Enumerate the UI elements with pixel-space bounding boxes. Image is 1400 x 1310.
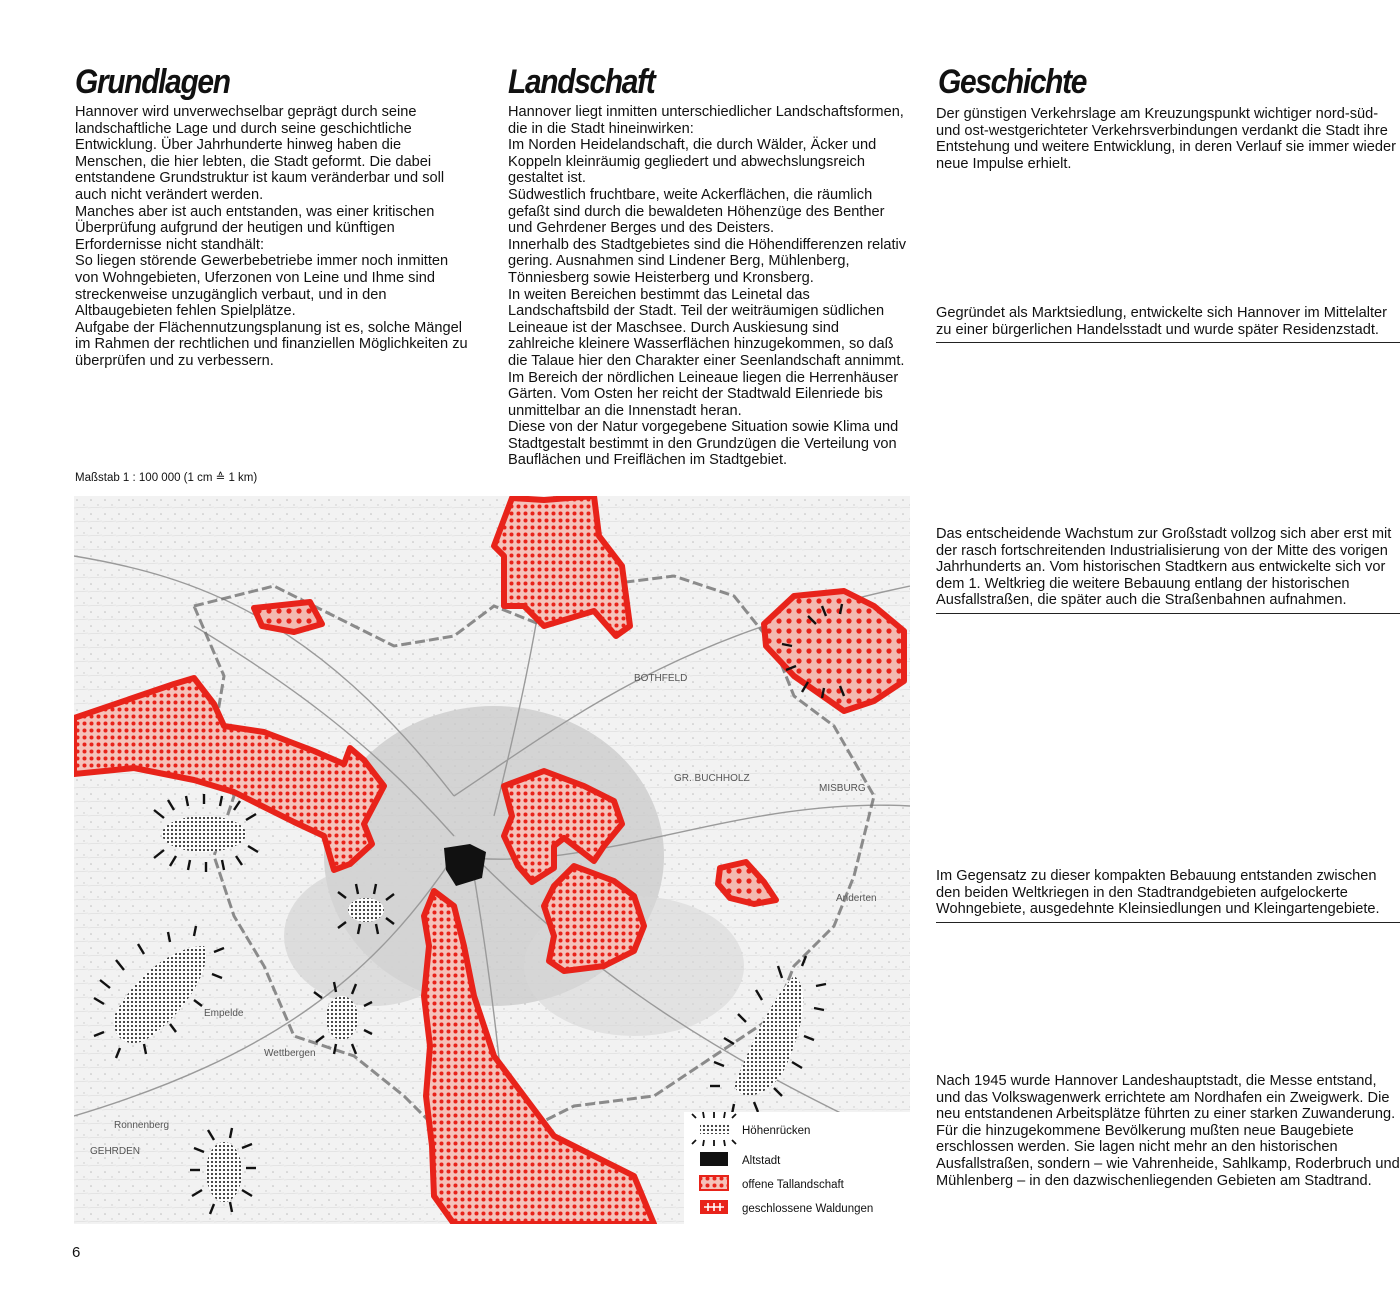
paragraph: Aufgabe der Flächennutzungsplanung ist es, solche Mängel im Rahmen der rechtlichen und finanziellen Möglichkeiten zu überprüfen und zu verbessern. (75, 319, 468, 369)
legend-label: geschlossene Waldungen (742, 1203, 874, 1215)
valley-symbol (700, 1176, 728, 1190)
paragraph: Im Norden Heidelandschaft, die durch Wälder, Äcker und Koppeln kleinräumig gegliedert und abwechslungsreich gestaltet ist. (508, 137, 877, 187)
paragraph: Manches aber ist auch entstanden, was einer kritischen Überprüfung aufgrund der heutigen und künftigen Erfordernisse nicht standhält: (75, 203, 435, 253)
divider (936, 342, 1400, 343)
geschichte-block-1 (936, 106, 1400, 172)
paragraph: Diese von der Natur vorgegebene Situation sowie Klima und Stadtgestalt bestimmt in den Grundzügen die Verteilung von Bauflächen und Freiflächen im Stadtgebiet. (508, 419, 899, 469)
legend-label: Altstadt (742, 1155, 781, 1167)
paragraph: Für die hinzugekommene Bevölkerung mußten neue Baugebiete erschlossen werden. Sie lagen nicht mehr an den historischen Ausfallstraßen, sondern – wie Vahrenheide, Sahlkamp, Roderbruch und Mühlenberg – in den dazwischenliegenden Gebieten am Stadtrand. (936, 1122, 1400, 1189)
place-label: Anderten (836, 893, 877, 904)
geschichte-block-5 (936, 1073, 1400, 1189)
map-legend (684, 1112, 910, 1224)
map-scale-note: Maßstab 1 : 100 000 (1 cm ≙ 1 km) (75, 472, 258, 484)
heading-landschaft: Landschaft (508, 63, 655, 101)
place-label: Empelde (204, 1008, 244, 1019)
paragraph: Hannover liegt inmitten unterschiedlicher Landschaftsformen, die in die Stadt hineinwirken: (508, 104, 904, 137)
geschichte-block-2 (936, 305, 1400, 343)
altstadt-symbol (700, 1152, 728, 1166)
paragraph: Innerhalb des Stadtgebietes sind die Höhendifferenzen relativ gering. Ausnahmen sind Lindener Berg, Mühlenberg, Tönniesberg sowie Heisterberg und Kronsberg. (508, 236, 907, 286)
legend-item-valley (700, 1176, 845, 1191)
paragraph: Der günstigen Verkehrslage am Kreuzungspunkt wichtiger nord-süd- und ost-westgerichteter Verkehrsverbindungen verdankt die Stadt ihre Entstehung und weitere Entwicklung, in deren Verlauf sie immer wieder neue Impulse erhielt. (936, 106, 1396, 172)
legend-item-forest (700, 1200, 873, 1215)
paragraph: Nach 1945 wurde Hannover Landeshauptstadt, die Messe entstand, und das Volkswagenwerk errichtete am Nordhafen ein Zweigwerk. Die neu entstandenen Arbeitsplätze führten zu einer starken Zuwanderung. (936, 1073, 1396, 1123)
geschichte-block-4 (936, 868, 1400, 923)
place-label: MISBURG (819, 783, 866, 794)
place-label: GEHRDEN (90, 1146, 141, 1157)
grundlagen-text (75, 104, 470, 370)
geschichte-block-3 (936, 526, 1400, 614)
paragraph: So liegen störende Gewerbebetriebe immer noch inmitten von Wohngebieten, Uferzonen von Leine und Ihme sind streckenweise unzugänglich verbaut, und in den Altbaugebieten fehlen Spielplätze. (75, 253, 449, 320)
heading-grundlagen: Grundlagen (75, 63, 230, 101)
place-label: Wettbergen (264, 1048, 316, 1059)
paragraph: Südwestlich fruchtbare, weite Ackerflächen, die räumlich gefaßt sind durch die bewaldeten Höhenzüge des Benther und Gehrdener Berges und des Deisters. (508, 186, 885, 237)
paragraph: Gegründet als Marktsiedlung, entwickelte sich Hannover im Mittelalter zu einer bürgerlichen Handelsstadt und wurde später Residenzstadt. (936, 305, 1387, 338)
landschaft-text (508, 104, 908, 469)
paragraph: Das entscheidende Wachstum zur Großstadt vollzog sich aber erst mit der rasch fortschreitenden Industrialisierung von der Mitte des vorigen Jahrhunderts an. Vom historischen Stadtkern aus entwickelte sich vor dem 1. Weltkrieg die weitere Bebauung entlang der historischen Ausfallstraßen, die später auch die Straßenbahnen aufnahmen. (936, 526, 1392, 609)
forest (254, 602, 322, 632)
paragraph: In weiten Bereichen bestimmt das Leinetal das Landschaftsbild der Stadt. Teil der weiträumigen südlichen Leineaue ist der Maschsee. Durch Auskiesung sind zahlreiche kleinere Wasserflächen hinzugekommen, so daß die Talaue hier den Charakter einer Seenlandschaft annimmt. Im Bereich der nördlichen Leineaue liegen die Herrenhäuser Gärten. Vom Osten her reicht der Stadtwald Eilenriede bis unmittelbar an die Innenstadt heran. (508, 286, 905, 419)
place-label: BOTHFELD (634, 673, 688, 684)
page-number: 6 (72, 1244, 81, 1261)
place-label: Ronnenberg (114, 1120, 170, 1131)
ridge-symbol (700, 1124, 730, 1134)
paragraph: Hannover wird unverwechselbar geprägt durch seine landschaftliche Lage und durch seine geschichtliche Entwicklung. Über Jahrhunderte hinweg haben die Menschen, die hier lebten, die Stadt geformt. Die dabei entstandene Grundstruktur ist kaum veränderbar und soll auch nicht verändert werden. (75, 104, 445, 203)
legend-label: offene Tallandschaft (742, 1179, 844, 1191)
heading-geschichte: Geschichte (938, 63, 1087, 101)
divider (936, 922, 1400, 923)
place-label: GR. BUCHHOLZ (674, 773, 750, 784)
landscape-map (74, 496, 910, 1224)
legend-label: Höhenrücken (742, 1125, 811, 1137)
divider (936, 613, 1400, 614)
paragraph: Im Gegensatz zu dieser kompakten Bebauung entstanden zwischen den beiden Weltkriegen in den Stadtrandgebieten aufgelockerte Wohngebiete, ausgedehnte Kleinsiedlungen und Kleingartengebiete. (936, 868, 1380, 918)
